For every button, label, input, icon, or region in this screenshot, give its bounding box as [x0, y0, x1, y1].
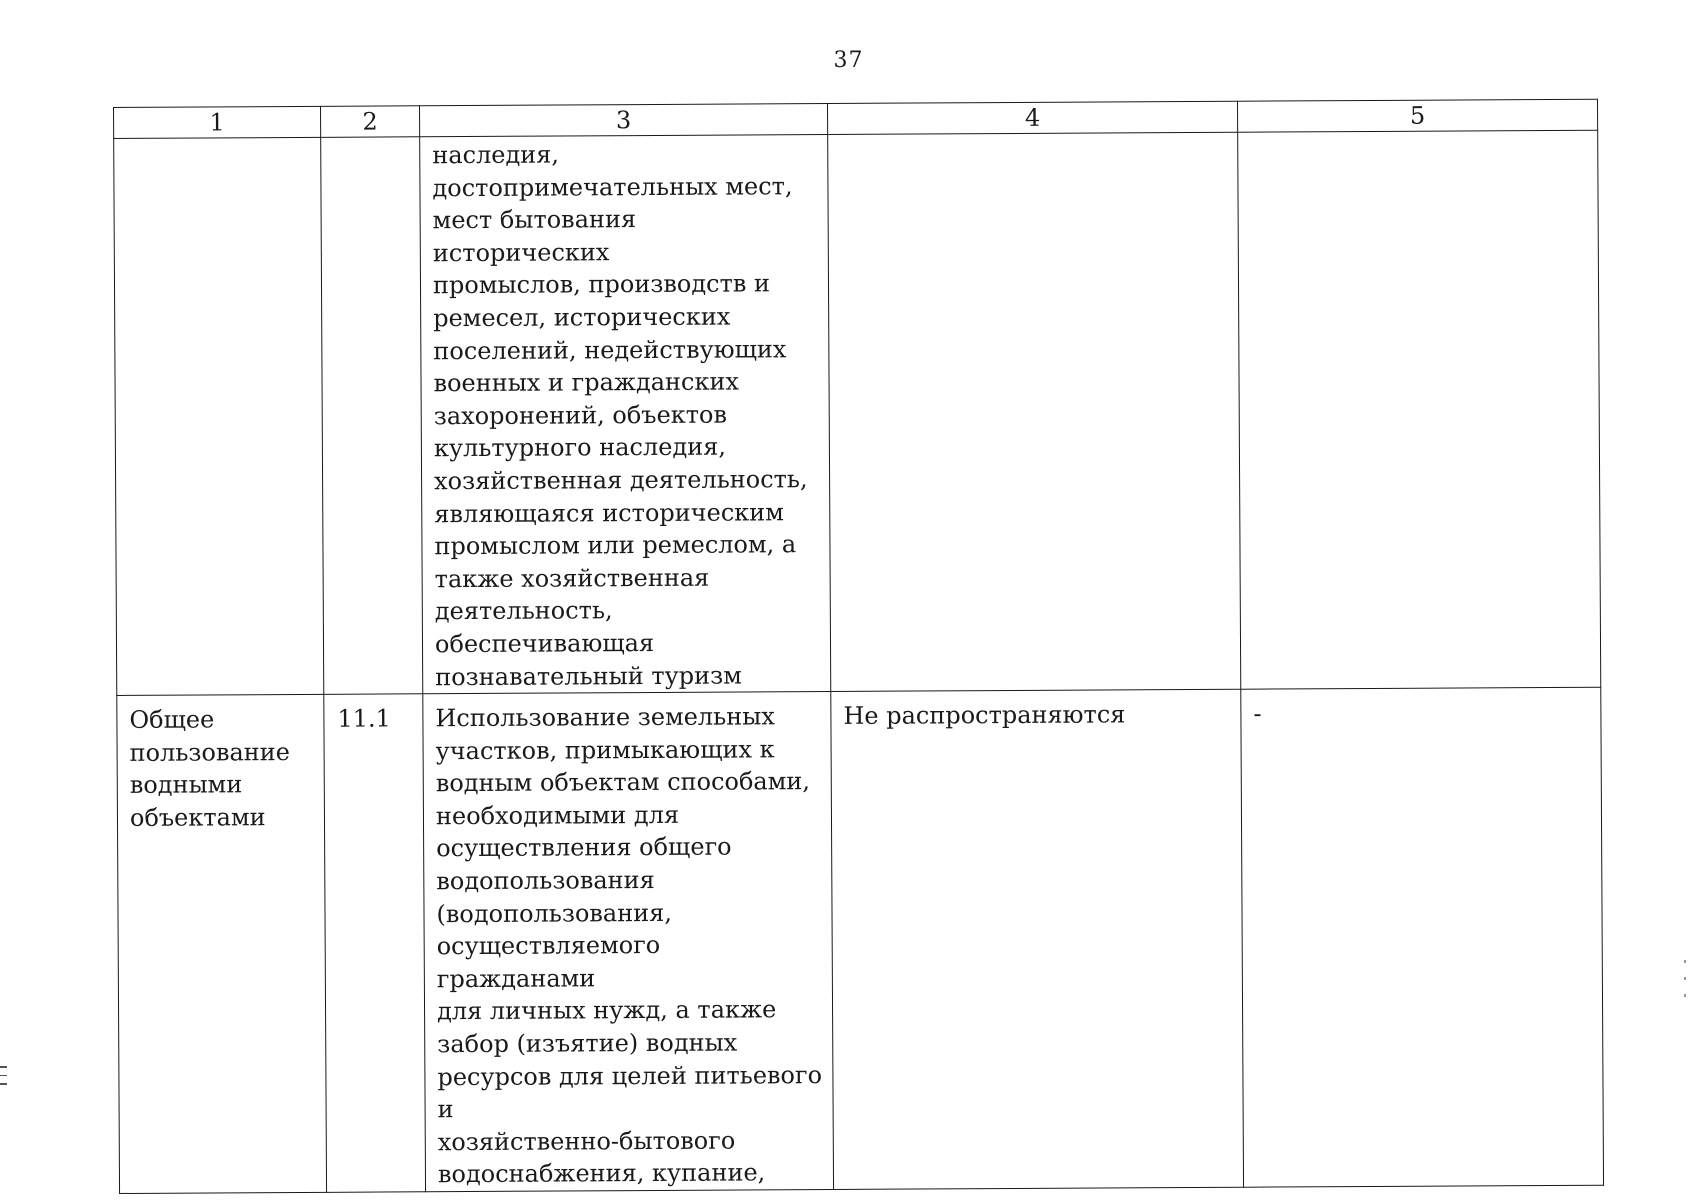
land-use-table	[113, 99, 1604, 1194]
cell-text: наследия, достопримечательных мест, мест бытования исторических промыслов, производств и ремесел, исторических поселений, недействующих военных и гражданских захоронений, объектов культурного наследия, хозяйственная деятельность, являющаяся историческим промыслом или ремеслом, а также хозяйственная деятельность, обеспечивающая познавательный туризм	[432, 140, 808, 691]
column-header-3: 3	[419, 104, 827, 137]
table-cell-description	[423, 692, 834, 1192]
column-header-4: 4	[827, 101, 1237, 134]
column-header-1: 1	[114, 106, 321, 138]
scan-dot	[1684, 960, 1686, 963]
table-row	[117, 687, 1604, 1193]
column-header-5: 5	[1237, 99, 1597, 132]
scan-mark	[0, 1066, 7, 1068]
scan-mark	[0, 1083, 7, 1085]
table-cell-permitted-use	[114, 137, 324, 695]
cell-text: Общее пользование водными объектами	[129, 705, 290, 832]
table-cell-parameters	[828, 132, 1241, 691]
scan-margin-dots	[1684, 960, 1687, 1011]
table-cell-code	[321, 137, 423, 695]
cell-text: -	[1253, 699, 1262, 728]
page-number: 37	[833, 48, 864, 73]
cell-text	[840, 135, 1227, 137]
table-cell-restrictions	[1241, 687, 1604, 1187]
table-cell-parameters	[831, 689, 1244, 1189]
table-row	[114, 130, 1601, 695]
scan-mark	[0, 1075, 7, 1077]
scan-edge-marks	[0, 1066, 7, 1092]
table-cell-restrictions	[1238, 130, 1601, 689]
scan-dot	[1684, 994, 1686, 997]
cell-text: Не распространяются	[843, 700, 1126, 731]
cell-text: 11.1	[337, 704, 391, 733]
table-cell-code	[324, 694, 426, 1192]
scan-dot	[1684, 977, 1686, 980]
cell-text: Использование земельных участков, примыкающих к водным объектам способами, необходимыми для осуществления общего водопользования (водопользования, осуществляемого гражданами для личных нужд, а также забор (изъятие) водных ресурсов для целей питьевого и хозяйственно-бытового водоснабжения, купание,	[435, 702, 823, 1189]
cell-text	[126, 140, 310, 141]
table-cell-permitted-use	[117, 694, 327, 1193]
table-cell-description	[420, 135, 831, 694]
column-header-2: 2	[320, 106, 419, 138]
cell-text	[1250, 133, 1587, 135]
